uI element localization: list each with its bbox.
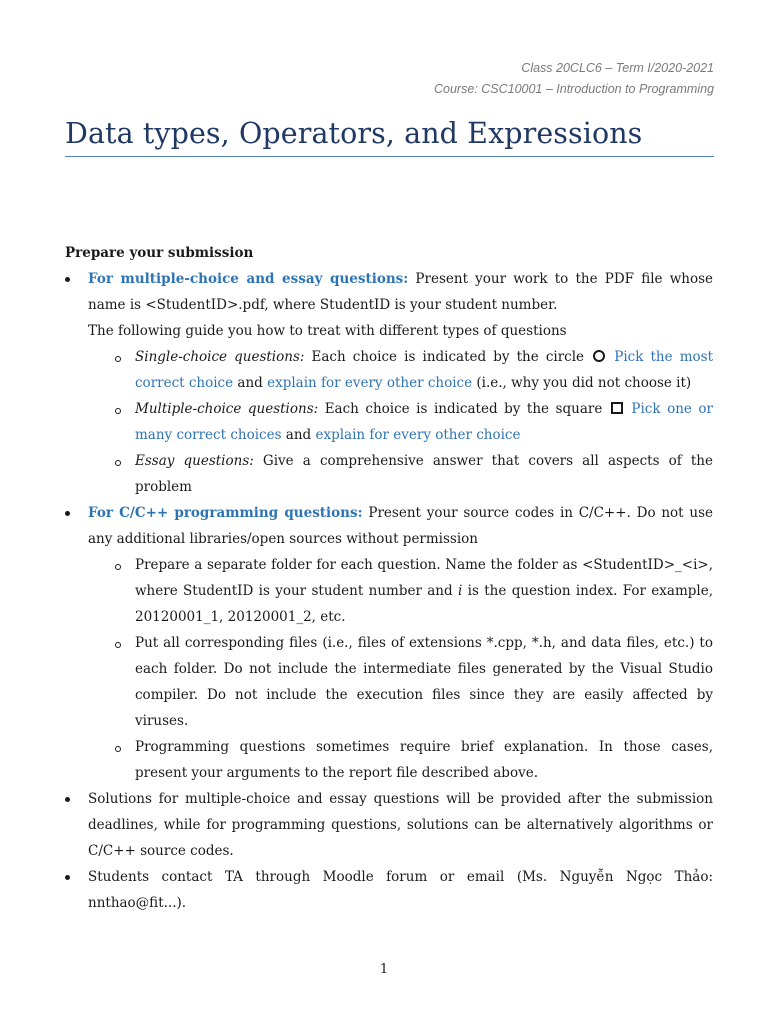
circle-icon — [593, 350, 605, 362]
submission-list — [65, 266, 713, 916]
page-number: 1 — [379, 962, 389, 977]
list-item-explanation: Programming questions sometimes require brief explanation. In those cases, present your arguments to the report file described above. — [65, 734, 713, 786]
prog-lead: For C/C++ programming questions: — [88, 505, 363, 521]
square-icon — [611, 402, 623, 414]
folder-text-i: i — [457, 583, 463, 599]
single-text1: Each choice is indicated by the circle — [304, 349, 592, 365]
list-item-files: Put all corresponding files (i.e., files of extensions *.cpp, *.h, and data files, etc.) to each folder. Do not include the intermediate files generated by the Visual Studio compiler. Do not include the execution files since they are easily affected by viruses. — [65, 630, 713, 734]
course-line: Course: CSC10001 – Introduction to Programming — [433, 82, 714, 96]
multiple-link2: explain for every other choice — [315, 427, 521, 443]
mc-guide: The following guide you how to treat with different types of questions — [88, 323, 567, 339]
single-text2: (i.e., why you did not choose it) — [472, 375, 692, 391]
single-link1: Pick the most correct choice — [135, 349, 713, 391]
list-item-multiple-choice — [65, 396, 713, 448]
essay-text: Give a comprehensive answer that covers all aspects of the problem — [135, 453, 713, 495]
list-item-essay — [65, 448, 713, 500]
single-label: Single-choice questions: — [135, 349, 305, 365]
section-heading: Prepare your submission — [65, 245, 254, 261]
document-body — [65, 240, 713, 916]
multiple-label: Multiple-choice questions: — [135, 401, 319, 417]
list-item-programming — [65, 500, 713, 552]
single-and: and — [233, 375, 268, 391]
folder-text-b: is the question index. For example, 20120001_1, 20120001_2, etc. — [135, 583, 714, 625]
mc-lead: For multiple-choice and essay questions: — [88, 271, 409, 287]
multiple-text1: Each choice is indicated by the square — [318, 401, 609, 417]
multiple-link1: Pick one or many correct choices — [135, 401, 713, 443]
list-item-contact: Students contact TA through Moodle forum or email (Ms. Nguyễn Ngọc Thảo: nnthao@fit...). — [65, 864, 713, 916]
list-item-folder — [65, 552, 713, 630]
list-item-mc — [65, 266, 713, 318]
essay-label: Essay questions: — [135, 453, 254, 469]
list-item-solutions: Solutions for multiple-choice and essay questions will be provided after the submission deadlines, while for programming questions, solutions can be alternatively algorithms or C/C++ source codes. — [65, 786, 713, 864]
document-header — [434, 58, 714, 100]
single-link2: explain for every other choice — [267, 375, 473, 391]
folder-text-a: Prepare a separate folder for each question. Name the folder as <StudentID>_<i>, where StudentID is your student number and — [135, 557, 713, 599]
list-item-single-choice — [65, 344, 713, 396]
class-term-line: Class 20CLC6 – Term I/2020-2021 — [521, 61, 714, 75]
mc-text: Present your work to the PDF file whose name is <StudentID>.pdf, where StudentID is your student number. — [88, 271, 714, 313]
multiple-and: and — [281, 427, 316, 443]
page-title: Data types, Operators, and Expressions — [65, 112, 714, 157]
prog-text: Present your source codes in C/C++. Do not use any additional libraries/open sources without permission — [88, 505, 713, 547]
